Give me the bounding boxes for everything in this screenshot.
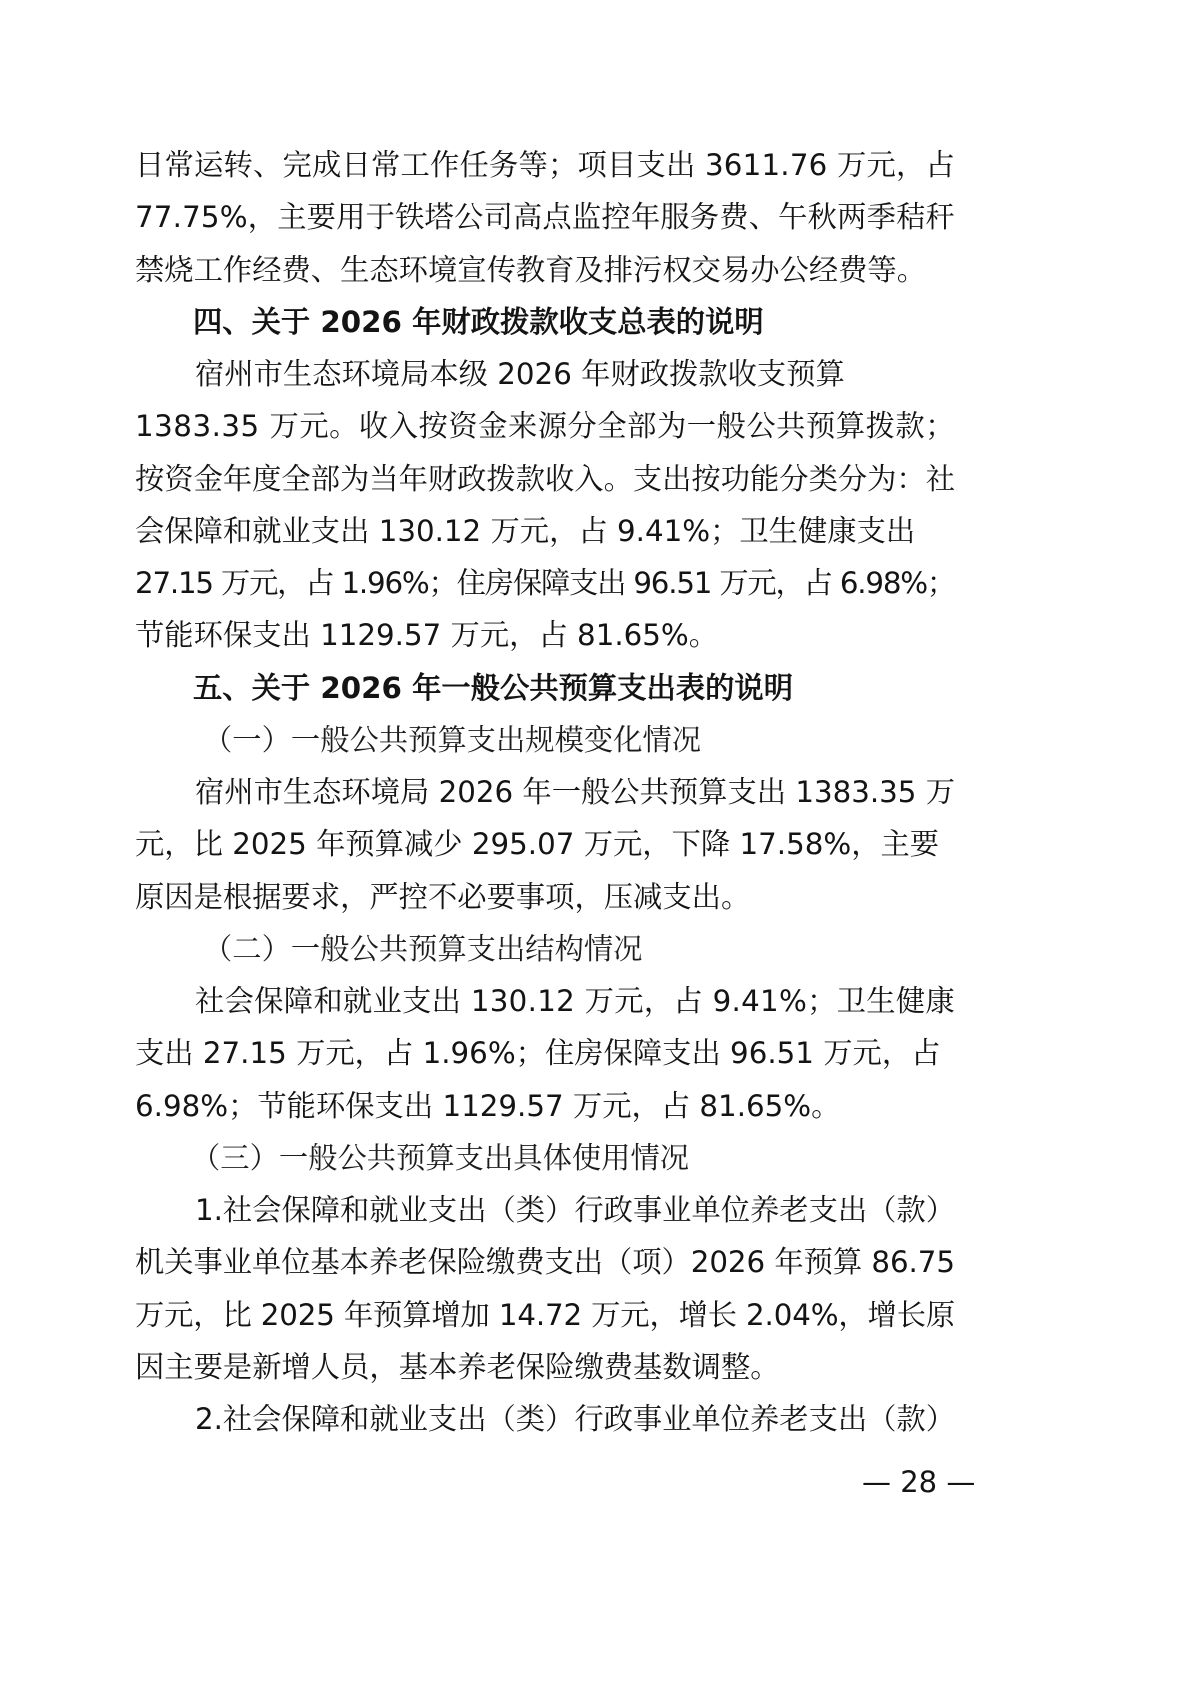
text-line	[135, 1341, 955, 1393]
text-line	[135, 557, 955, 609]
subsection-heading-text: （三）一般公共预算支出具体使用情况	[191, 1140, 690, 1175]
subsection-heading-1	[135, 714, 955, 766]
text-line	[135, 400, 955, 452]
text-line-content: 1.社会保障和就业支出（类）行政事业单位养老支出（款）	[195, 1193, 955, 1227]
text-line	[135, 453, 955, 505]
text-line-content: 机关事业单位基本养老保险缴费支出（项）2026 年预算 86.75	[135, 1245, 955, 1280]
text-line	[135, 348, 955, 400]
text-line	[135, 505, 955, 557]
subsection-heading-2	[135, 923, 955, 975]
text-line	[135, 871, 955, 923]
page-number: — 28 —	[862, 1465, 976, 1499]
section-heading-4	[135, 296, 955, 348]
text-line	[135, 139, 955, 191]
subsection-heading-3	[135, 1132, 955, 1184]
text-line	[135, 1027, 955, 1079]
text-line	[135, 191, 955, 243]
text-line-content: 宿州市生态环境局 2026 年一般公共预算支出 1383.35 万	[195, 775, 955, 809]
text-line-content: 万元，比 2025 年预算增加 14.72 万元，增长 2.04%，增长原	[135, 1297, 955, 1332]
paragraph	[135, 1393, 955, 1445]
paragraph	[135, 766, 955, 923]
subsection-heading-text: （一）一般公共预算支出规模变化情况	[203, 722, 702, 757]
text-line-content: 宿州市生态环境局本级 2026 年财政拨款收支预算	[195, 357, 845, 391]
section-heading-5	[135, 662, 955, 714]
text-line-content: 因主要是新增人员，基本养老保险缴费基数调整。	[135, 1349, 780, 1384]
text-line	[135, 766, 955, 818]
section-heading-text: 四、关于 2026 年财政拨款收支总表的说明	[193, 304, 764, 339]
text-line-content: 节能环保支出 1129.57 万元，占 81.65%。	[135, 618, 719, 653]
text-line-content: 6.98%；节能环保支出 1129.57 万元，占 81.65%。	[135, 1088, 841, 1123]
text-line-content: 支出 27.15 万元，占 1.96%；住房保障支出 96.51 万元，占	[135, 1036, 941, 1071]
text-line-content: 按资金年度全部为当年财政拨款收入。支出按功能分类分为：社	[135, 461, 956, 496]
text-line-content: 原因是根据要求，严控不必要事项，压减支出。	[135, 879, 751, 914]
paragraph-continuation	[135, 139, 955, 296]
text-line	[135, 1184, 955, 1236]
text-line-content: 27.15 万元，占 1.96%；住房保障支出 96.51 万元，占 6.98%；	[135, 566, 955, 600]
text-line	[135, 818, 955, 870]
text-line-content: 社会保障和就业支出 130.12 万元，占 9.41%；卫生健康	[195, 984, 955, 1018]
text-line	[135, 244, 955, 296]
paragraph	[135, 348, 955, 662]
paragraph	[135, 975, 955, 1132]
subsection-heading-text: （二）一般公共预算支出结构情况	[203, 931, 643, 966]
text-line-content: 77.75%，主要用于铁塔公司高点监控年服务费、午秋两季秸秆	[135, 200, 955, 235]
text-line-content: 日常运转、完成日常工作任务等；项目支出 3611.76 万元，占	[135, 148, 955, 182]
text-line	[135, 975, 955, 1027]
text-line	[135, 1236, 955, 1288]
text-line-content: 2.社会保障和就业支出（类）行政事业单位养老支出（款）	[195, 1402, 955, 1436]
text-line	[135, 1289, 955, 1341]
document-body	[135, 139, 955, 1445]
section-heading-text: 五、关于 2026 年一般公共预算支出表的说明	[193, 670, 793, 705]
text-line	[135, 1080, 955, 1132]
text-line	[135, 609, 955, 661]
text-line-content: 1383.35 万元。收入按资金来源分全部为一般公共预算拨款；	[135, 409, 955, 444]
text-line-content: 元，比 2025 年预算减少 295.07 万元，下降 17.58%，主要	[135, 827, 940, 862]
text-line-content: 禁烧工作经费、生态环境宣传教育及排污权交易办公经费等。	[135, 252, 927, 287]
text-line-content: 会保障和就业支出 130.12 万元，占 9.41%；卫生健康支出	[135, 513, 916, 548]
paragraph	[135, 1184, 955, 1393]
text-line	[135, 1393, 955, 1445]
